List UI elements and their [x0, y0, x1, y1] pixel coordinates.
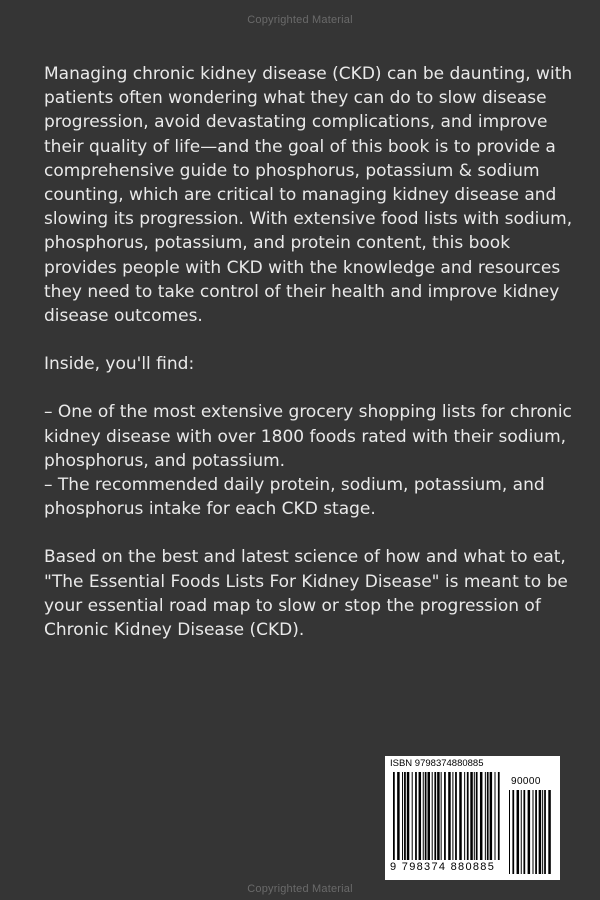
intro-paragraph: Managing chronic kidney disease (CKD) can be daunting, with patients often wondering what they can do to slow disease progression, avoid devastating complications, and improve their quality of life—and the goal of this book is to provide a comprehensive guide to phosphorus, potassium & sodium counting, which are critical to managing kidney disease and slowing its progression. With extensive food lists with sodium, phosphorus, potassium, and protein content, this book provides people with CKD with the knowledge and resources they need to take control of their health and improve kidney disease outcomes. [44, 64, 573, 327]
barcode-bar [467, 772, 469, 860]
isbn-label: ISBN 9798374880885 [390, 758, 484, 769]
watermark-top: Copyrighted Material [247, 14, 353, 26]
barcode-bar [412, 772, 413, 860]
barcode-bar [509, 790, 510, 874]
barcode-bar [542, 790, 543, 874]
barcode-bar [402, 772, 403, 860]
barcode-bar [404, 772, 406, 860]
barcode-bar [407, 772, 410, 860]
back-cover-description [44, 62, 574, 666]
barcode-bar [495, 772, 496, 860]
barcode-bar [448, 772, 451, 860]
barcode-bar [441, 772, 442, 860]
bullet-list [44, 400, 574, 521]
barcode-bar [544, 790, 546, 874]
barcode-bar [521, 790, 522, 874]
barcode-bar [498, 772, 500, 860]
isbn-barcode [385, 756, 560, 880]
barcode-bar [423, 772, 424, 860]
barcode-bar [528, 790, 531, 874]
barcode-bar [485, 772, 486, 860]
barcode-bar [428, 772, 431, 860]
barcode-bar [476, 772, 478, 860]
closing-paragraph: Based on the best and latest science of how and what to eat, "The Essential Foods Lists For Kidney Disease" is meant to be your essential road map to slow or stop the progression of Chronic Kidney Disease (CKD). [44, 547, 568, 641]
isbn-digits: 9 798374 880885 [390, 861, 496, 873]
barcode-bar [523, 790, 525, 874]
barcode-bar [444, 772, 446, 860]
barcode-bar [470, 772, 473, 860]
barcode-bar [434, 772, 436, 860]
barcode-bar [490, 772, 493, 860]
barcode-bar [464, 772, 465, 860]
barcode-bar [437, 772, 440, 860]
barcode-bar [419, 772, 422, 860]
barcode-bar [397, 772, 400, 860]
barcode-bar [487, 772, 489, 860]
barcode-bar [539, 790, 542, 874]
addon-digits: 90000 [511, 776, 541, 787]
addon-barcode-bars [509, 790, 551, 874]
barcode-bar [393, 772, 395, 860]
barcode-bar [415, 772, 417, 860]
barcode-bar [480, 772, 483, 860]
barcode-bar [452, 772, 453, 860]
barcode-bar [455, 772, 457, 860]
inside-heading: Inside, you'll find: [44, 354, 195, 375]
watermark-bottom: Copyrighted Material [247, 883, 353, 895]
bullet-item-food-lists: – One of the most extensive grocery shopping lists for chronic kidney disease with over 1800 foods rated with their sodium, phosphorus, and potassium. [44, 402, 572, 471]
barcode-bar [432, 772, 433, 860]
barcode-bar [474, 772, 475, 860]
barcode-bar [512, 790, 514, 874]
barcode-bar [517, 790, 520, 874]
barcode-bar [533, 790, 534, 874]
barcode-bar [535, 790, 537, 874]
main-barcode-bars [393, 772, 500, 860]
barcode-bar [425, 772, 427, 860]
barcode-bar [459, 772, 462, 860]
barcode-bar [548, 790, 551, 874]
bullet-item-daily-intake: – The recommended daily protein, sodium, potassium, and phosphorus intake for each CKD stage. [44, 475, 545, 520]
